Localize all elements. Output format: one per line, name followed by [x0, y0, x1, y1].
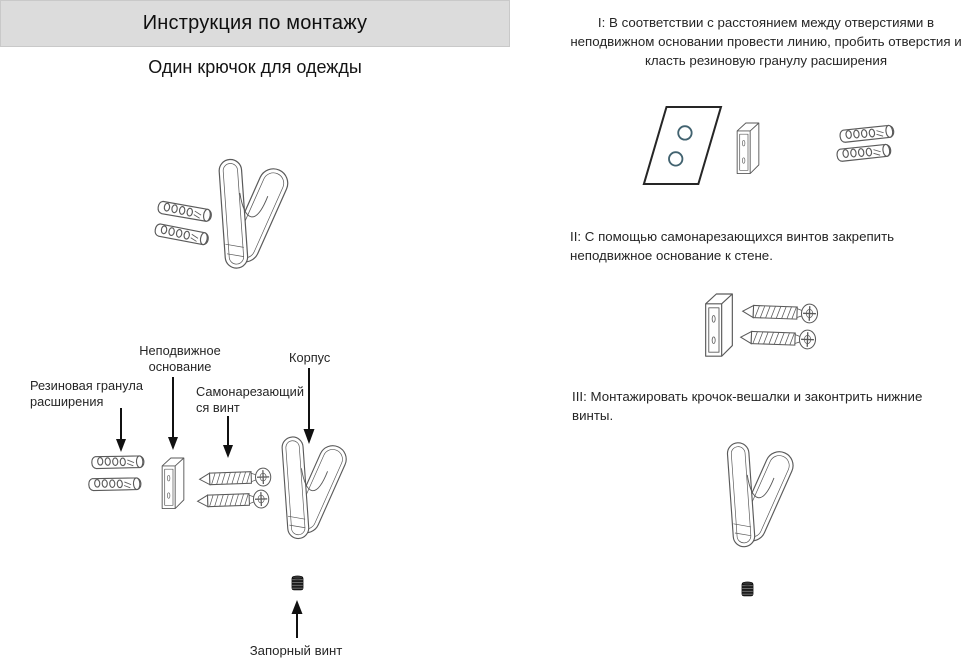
- fixed-base-drawing: [160, 453, 186, 515]
- label-fixed-base: [133, 343, 227, 375]
- wall-plate-drawing: [638, 103, 726, 188]
- arrow-down-icon: [115, 408, 127, 452]
- arrow-up-icon: [290, 600, 304, 638]
- hook-body-drawing: [712, 432, 800, 556]
- arrow-down-icon: [222, 416, 234, 458]
- page-title: Инструкция по монтажу: [142, 12, 368, 34]
- label-self-tapping-line2: ся винт: [196, 400, 240, 415]
- step-1-text: I: В соответствии с расстоянием между отверстиями в неподвижном основании провести линию, пробить отверстия и класть резиновую гранулу расширения: [570, 15, 962, 68]
- set-screw-drawing: [740, 580, 755, 598]
- rubber-plug-drawing: [89, 450, 150, 472]
- self-tapping-screw-drawing: [738, 325, 821, 353]
- label-rubber-plug: [30, 378, 152, 410]
- header-bar: [0, 0, 510, 47]
- label-fixed-base-line1: Неподвижное: [139, 343, 221, 358]
- step-2-text: II: С помощью самонарезающихся винтов закрепить неподвижное основание к стене.: [570, 229, 895, 263]
- fixed-base-drawing: [735, 120, 761, 178]
- arrow-down-icon: [167, 377, 179, 450]
- set-screw-drawing: [290, 574, 305, 592]
- step-3-text: III: Монтажировать крочок-вешалки и законтрить нижние винты.: [572, 389, 923, 423]
- label-self-tapping-line1: Самонарезающий: [196, 384, 304, 399]
- rubber-plug-drawing: [86, 472, 147, 494]
- label-body: Корпус: [289, 350, 331, 365]
- label-self-tapping-screw: [196, 384, 308, 416]
- label-fixed-base-line2: основание: [148, 359, 212, 374]
- assembled-hook-drawing: [203, 143, 295, 283]
- self-tapping-screw-drawing: [195, 487, 274, 514]
- self-tapping-screw-drawing: [740, 299, 823, 327]
- subtitle: Один крючок для одежды: [148, 57, 362, 77]
- label-rubber-plug-line1: Резиновая гранула: [30, 378, 143, 393]
- hook-body-drawing: [267, 421, 353, 553]
- fixed-base-drawing: [703, 291, 735, 361]
- label-lock-screw: Запорный винт: [249, 643, 343, 658]
- label-rubber-plug-line2: расширения: [30, 394, 104, 409]
